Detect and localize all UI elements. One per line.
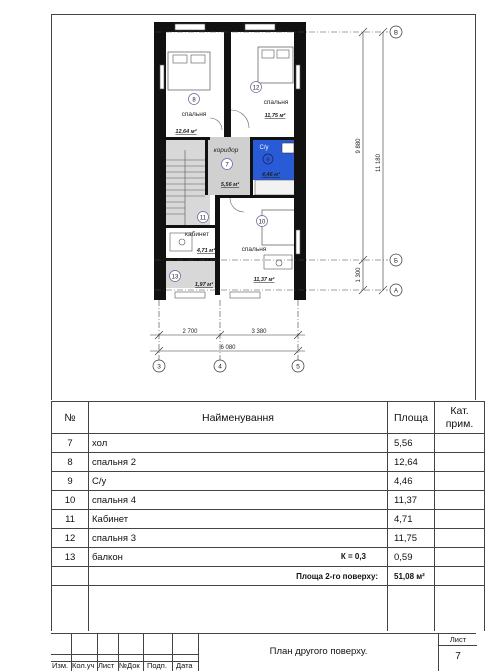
sheet-frame	[52, 15, 476, 401]
svg-text:4,46 м²: 4,46 м²	[261, 172, 281, 178]
svg-text:10: 10	[258, 219, 266, 226]
row-area: 4,46	[388, 472, 435, 491]
row-name: спальня 3	[89, 529, 388, 548]
axis-v-label: В	[393, 30, 399, 37]
row-no: 8	[52, 453, 89, 472]
svg-text:5,56 м²: 5,56 м²	[220, 182, 240, 188]
table-row	[52, 529, 485, 548]
row-no: 7	[52, 434, 89, 453]
svg-text:11: 11	[199, 215, 207, 222]
dim-9880: 9 880	[356, 138, 362, 154]
row-name: спальня 4	[89, 491, 388, 510]
svg-text:1,97 м²: 1,97 м²	[194, 282, 214, 288]
sheet-label: Лист	[439, 635, 477, 646]
svg-text:спальня: спальня	[263, 99, 289, 106]
header-no: №	[52, 402, 89, 434]
empty-row	[52, 586, 485, 632]
axis-b-label: Б	[394, 258, 398, 265]
header-area: Площа	[388, 402, 435, 434]
row-note	[435, 529, 485, 548]
svg-text:11,37 м²: 11,37 м²	[253, 277, 275, 283]
svg-text:спальня: спальня	[241, 246, 267, 253]
row-name: Кабинет	[89, 510, 388, 529]
svg-text:8: 8	[192, 97, 196, 104]
axis-a-label: А	[393, 288, 399, 295]
table-row	[52, 548, 485, 567]
header-name: Найменування	[89, 402, 388, 434]
row-no: 13	[52, 548, 89, 567]
row-area: 12,64	[388, 453, 435, 472]
bed-10	[262, 210, 295, 245]
stamp-col-data: Дата	[176, 661, 193, 670]
row-name-balcony	[89, 548, 388, 567]
axis-4-label: 4	[218, 363, 222, 371]
row-no: 10	[52, 491, 89, 510]
stamp-col-list: Лист	[98, 661, 115, 670]
svg-text:кабинет: кабинет	[185, 231, 209, 238]
svg-text:13: 13	[171, 274, 179, 281]
row-name: хол	[89, 434, 388, 453]
row-note	[435, 434, 485, 453]
svg-text:12: 12	[252, 85, 260, 92]
stamp-col-izm: Изм.	[52, 661, 69, 670]
stamp-col-kolich: Кол.уч	[72, 661, 95, 670]
k-coefficient: К = 0,3	[340, 551, 366, 561]
title-block	[51, 633, 476, 671]
bed-12	[258, 47, 293, 83]
svg-text:7: 7	[225, 162, 229, 169]
dim-6080: 6 080	[220, 345, 236, 351]
table-header-row	[52, 402, 485, 434]
row-note	[435, 491, 485, 510]
row-area: 5,56	[388, 434, 435, 453]
dim-11180: 11 180	[376, 154, 382, 172]
row-name: спальня 2	[89, 453, 388, 472]
dim-1300: 1 300	[356, 267, 362, 283]
row-no: 11	[52, 510, 89, 529]
drawing-title: План другого поверху.	[269, 646, 368, 657]
room-schedule-table	[51, 401, 485, 631]
row-name: балкон	[92, 551, 123, 563]
header-note: Кат. прим.	[435, 402, 485, 434]
bathtub	[255, 180, 295, 195]
total-row	[52, 567, 485, 586]
row-name: С/у	[89, 472, 388, 491]
total-value: 51,08 м²	[394, 571, 425, 581]
dim-3380: 3 380	[251, 329, 267, 335]
dim-2700: 2 700	[182, 329, 198, 335]
row-note	[435, 548, 485, 567]
table-row	[52, 510, 485, 529]
row-area: 0,59	[388, 548, 435, 567]
row-note	[435, 510, 485, 529]
svg-text:4,71 м²: 4,71 м²	[196, 248, 216, 254]
svg-text:11,75 м²: 11,75 м²	[264, 113, 286, 119]
row-area: 11,37	[388, 491, 435, 510]
bed-8	[168, 52, 210, 90]
svg-text:спальня: спальня	[181, 111, 207, 118]
stamp-col-ndok: №Док	[119, 661, 140, 670]
row-no: 12	[52, 529, 89, 548]
table-row	[52, 472, 485, 491]
horizontal-dims	[150, 331, 305, 355]
row-area: 4,71	[388, 510, 435, 529]
axis-5-label: 5	[296, 363, 300, 371]
sheet-number-box	[438, 634, 477, 671]
row-no: 9	[52, 472, 89, 491]
stamp-col-podp: Подп.	[147, 661, 167, 670]
svg-text:9: 9	[266, 157, 270, 164]
svg-text:коридор: коридор	[213, 147, 239, 154]
row-area: 11,75	[388, 529, 435, 548]
total-label: Площа 2-го поверху:	[296, 571, 378, 581]
sheet-number: 7	[455, 651, 461, 662]
table-row	[52, 434, 485, 453]
vertical-dims	[359, 28, 387, 294]
table-row	[52, 491, 485, 510]
row-note	[435, 453, 485, 472]
svg-text:12,64 м²: 12,64 м²	[175, 129, 197, 135]
table-row	[52, 453, 485, 472]
row-note	[435, 472, 485, 491]
svg-text:С/у: С/у	[259, 145, 269, 151]
axis-3-label: 3	[157, 363, 161, 371]
